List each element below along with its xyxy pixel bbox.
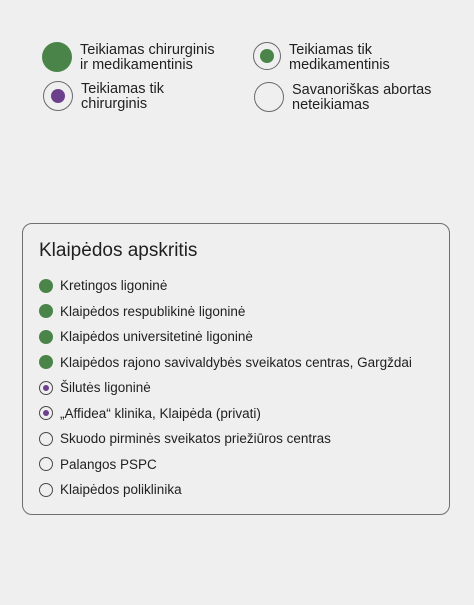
region-card [22,223,450,515]
empty-circle-icon [39,483,53,497]
legend-item-surgical-only [43,81,164,112]
solid-green-circle-icon [39,355,53,369]
list-item [39,273,412,299]
legend-label: Teikiamas tik chirurginis [81,81,164,112]
legend-label: Savanoriškas abortas neteikiamas [292,82,432,113]
legend-item-surgical-and-medical [42,42,215,73]
purple-ring-dot-icon [43,81,73,111]
facility-name: Kretingos ligoninė [60,278,168,294]
green-ring-dot-icon [253,42,281,70]
empty-circle-icon [39,432,53,446]
list-item [39,324,412,350]
region-title: Klaipėdos apskritis [39,240,198,261]
facility-name: Palangos PSPC [60,456,157,472]
facility-name: Skuodo pirminės sveikatos priežiūros centras [60,431,331,447]
facility-name: „Affidea“ klinika, Klaipėda (privati) [60,405,261,421]
legend-label: Teikiamas chirurginis ir medikamentinis [80,42,215,73]
facility-name: Šilutės ligoninė [60,380,151,396]
solid-green-circle-icon [39,330,53,344]
solid-green-circle-icon [39,279,53,293]
empty-circle-icon [39,457,53,471]
facility-list [39,273,412,503]
facility-name: Klaipėdos rajono savivaldybės sveikatos centras, Gargždai [60,354,412,370]
list-item [39,401,412,427]
legend-label: Teikiamas tik medikamentinis [289,42,390,73]
purple-ring-dot-icon [39,406,53,420]
legend-item-medical-only [253,42,390,73]
list-item [39,299,412,325]
list-item [39,477,412,503]
solid-green-circle-icon [42,42,72,72]
facility-name: Klaipėdos poliklinika [60,482,182,498]
facility-name: Klaipėdos respublikinė ligoninė [60,303,246,319]
list-item [39,375,412,401]
purple-ring-dot-icon [39,381,53,395]
list-item [39,452,412,478]
list-item [39,426,412,452]
empty-circle-icon [254,82,284,112]
legend-item-not-provided [254,82,431,113]
solid-green-circle-icon [39,304,53,318]
list-item [39,350,412,376]
facility-name: Klaipėdos universitetinė ligoninė [60,329,253,345]
